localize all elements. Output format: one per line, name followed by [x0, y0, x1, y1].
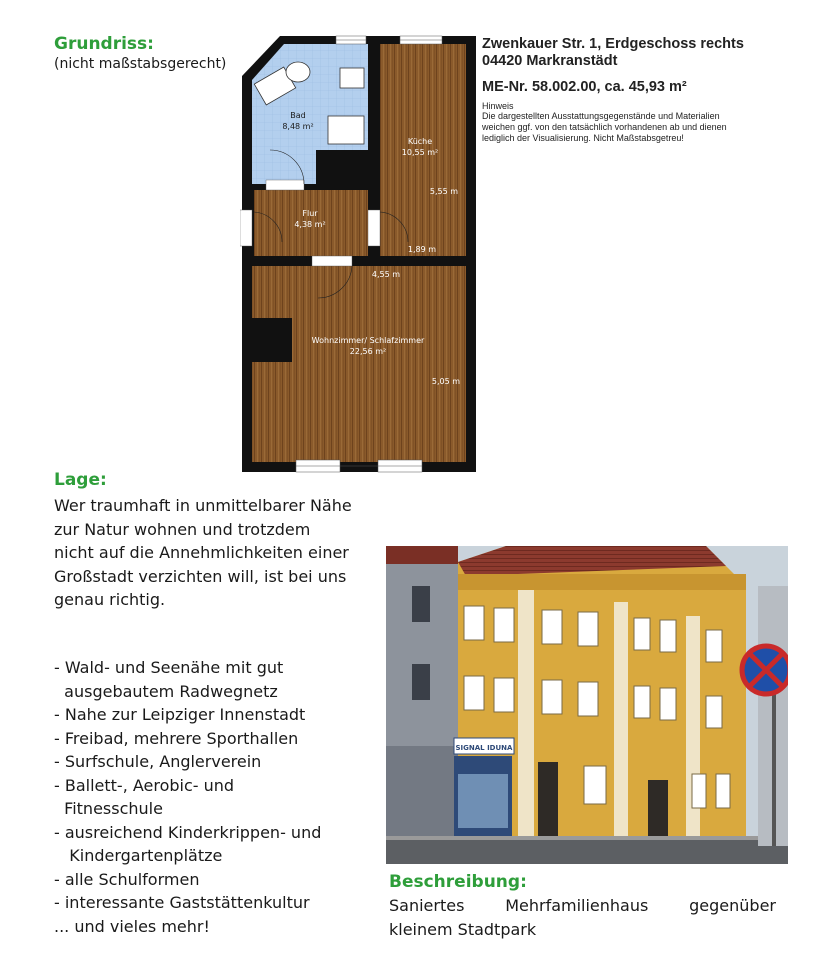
hint-heading: Hinweis: [482, 101, 514, 111]
grundriss-title: Grundriss:: [54, 34, 154, 54]
label-bad-area: 8,48 m²: [282, 122, 314, 131]
list-item: - Freibad, mehrere Sporthallen: [54, 728, 299, 748]
building-photo: [386, 546, 788, 864]
room-wohn: [252, 266, 466, 462]
beschreibung-text: [389, 894, 776, 941]
address-block: [482, 36, 812, 144]
address-street: Zwenkauer Str. 1, Erdgeschoss rechts: [482, 36, 744, 52]
list-item: - Nahe zur Leipziger Innenstadt: [54, 705, 306, 724]
chimney: [250, 318, 292, 362]
beschreibung-word: Saniertes: [389, 896, 465, 915]
sign-text: SIGNAL IDUNA: [455, 744, 513, 752]
floor-plan: [240, 34, 480, 474]
label-kueche-name: Küche: [407, 137, 433, 146]
dim-kueche-length: 5,55 m: [429, 187, 459, 196]
beschreibung-line-1: [389, 894, 776, 918]
label-kueche-area: 10,55 m²: [401, 148, 439, 157]
list-item: Fitnesschule: [54, 799, 163, 818]
list-item: - alle Schulformen: [54, 869, 200, 889]
label-flur-area: 4,38 m²: [294, 220, 326, 229]
label-wohn-area: 22,56 m²: [349, 347, 387, 356]
lage-title: Lage:: [54, 470, 107, 490]
grundriss-subtitle: (nicht maßstabsgerecht): [54, 56, 227, 72]
dim-wohn-width: 4,55 m: [371, 270, 401, 279]
hint-text: Die dargestellten Ausstattungsgegenstände und Materialien weichen ggf. von den tatsächlich vorhandenen ab und dienen lediglich der Visualisierung. Nicht Maßstabsgetreu!: [482, 111, 727, 143]
label-flur-name: Flur: [302, 209, 318, 218]
list-item: - Wald- und Seenähe mit gut: [54, 658, 284, 677]
me-number: ME-Nr. 58.002.00, ca. 45,93 m²: [482, 79, 687, 95]
list-item: - Surfschule, Anglerverein: [54, 752, 262, 771]
dim-wohn-length: 5,05 m: [431, 377, 461, 386]
label-wohn-name: Wohnzimmer/ Schlafzimmer: [311, 336, 425, 345]
list-item: - ausreichend Kinderkrippen- und: [54, 822, 322, 842]
label-bad-name: Bad: [290, 111, 306, 120]
list-item: ... und vieles mehr!: [54, 916, 210, 936]
beschreibung-word: gegenüber: [689, 896, 776, 915]
dim-kueche-width: 1,89 m: [407, 245, 437, 254]
list-item: - interessante Gaststättenkultur: [54, 893, 310, 912]
lage-list: [54, 656, 374, 938]
address-city: 04420 Markranstädt: [482, 53, 618, 69]
list-item: ausgebautem Radwegnetz: [54, 681, 278, 701]
beschreibung-word: Mehrfamilienhaus: [505, 896, 649, 915]
beschreibung-title: Beschreibung:: [389, 872, 527, 892]
beschreibung-line-2: kleinem Stadtpark: [389, 919, 537, 939]
list-item: Kindergartenplätze: [54, 846, 223, 865]
lage-text: Wer traumhaft in unmittelbarer Nähe zur Natur wohnen und trotzdem nicht auf die Annehmlichkeiten einer Großstadt verzichten will, ist bei uns genau richtig.: [54, 496, 352, 609]
list-item: - Ballett-, Aerobic- und: [54, 775, 235, 795]
